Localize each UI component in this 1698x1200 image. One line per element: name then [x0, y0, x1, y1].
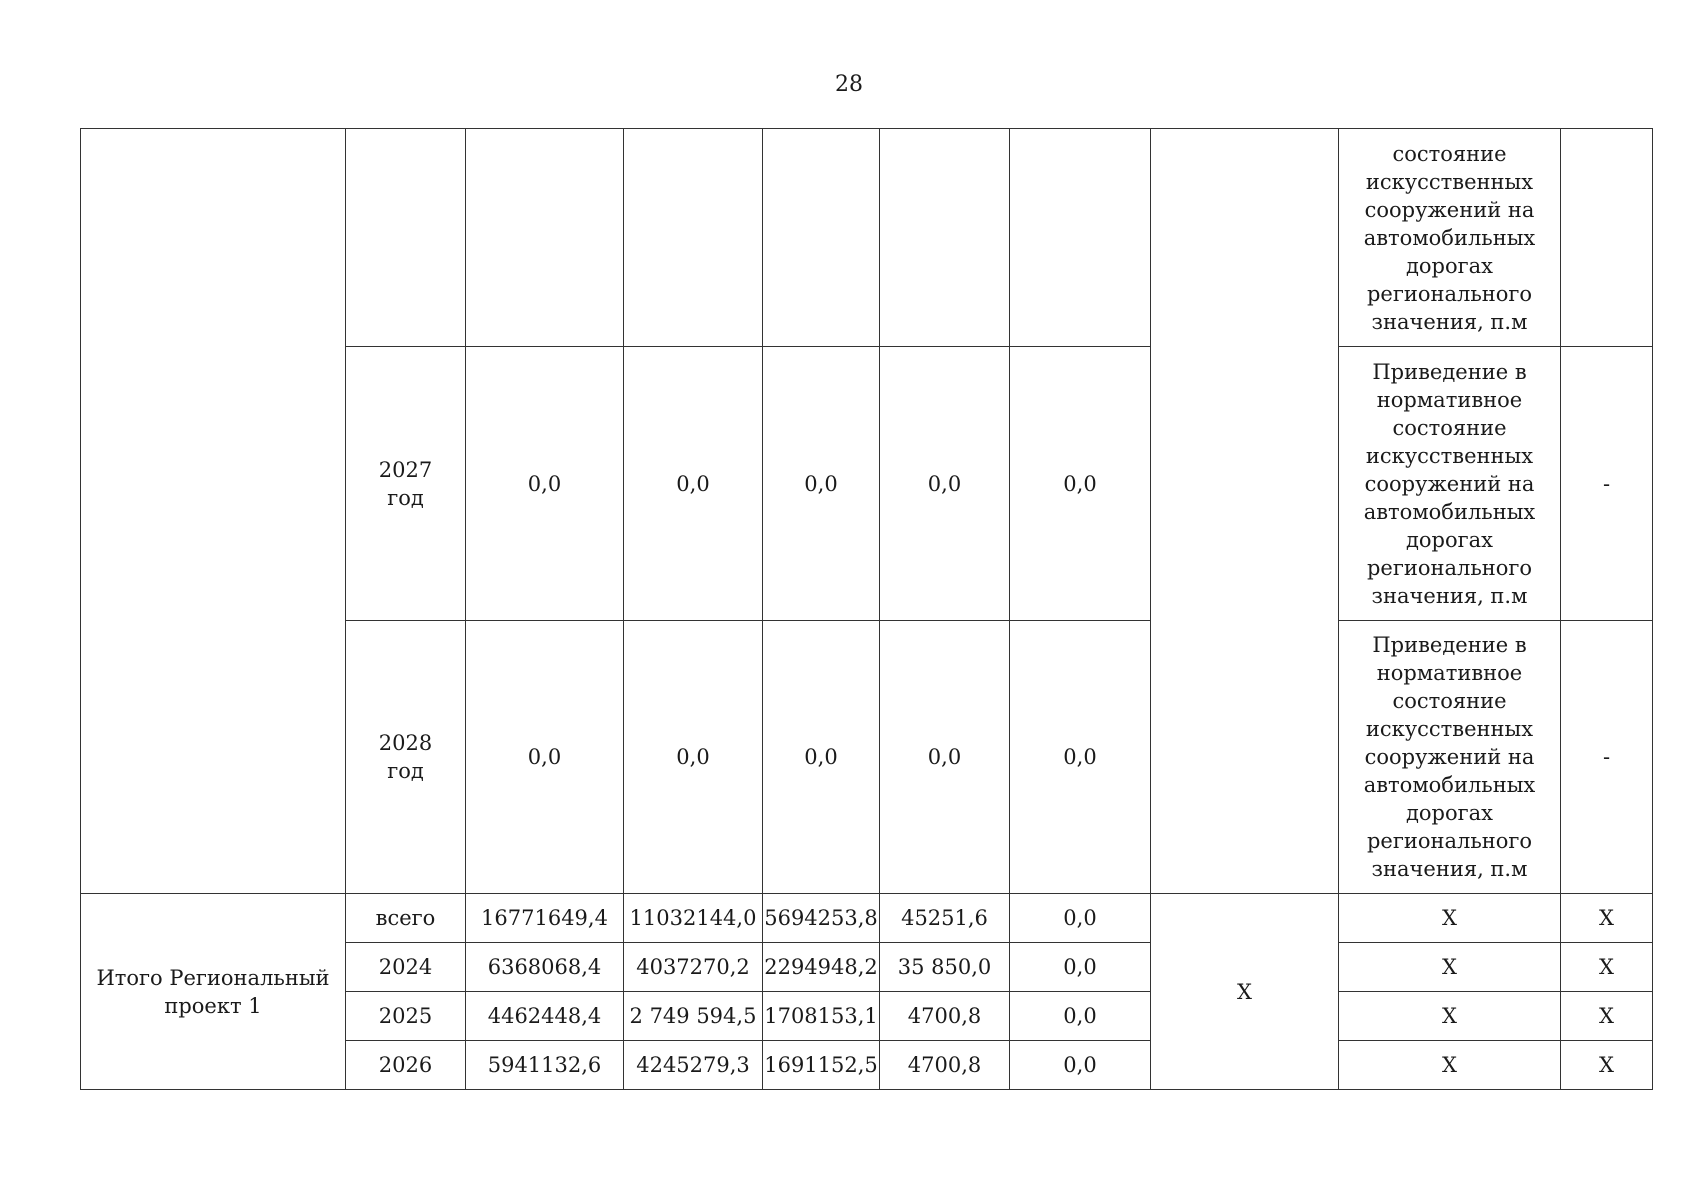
value-cell: 0,0	[1010, 894, 1151, 943]
empty-cell	[763, 129, 880, 347]
mark-cell: Х	[1339, 894, 1561, 943]
value-cell: 0,0	[466, 621, 624, 894]
period-cell: 2026	[346, 1041, 466, 1090]
year-cell	[346, 347, 466, 621]
value-cell: 45251,6	[880, 894, 1010, 943]
summary-title: Итого Региональный проект 1	[81, 894, 346, 1090]
value-cell: 1708153,1	[763, 992, 880, 1041]
value-cell: 2294948,2	[763, 943, 880, 992]
mark-cell: Х	[1561, 992, 1653, 1041]
value-cell: 0,0	[624, 347, 763, 621]
mark-cell: Х	[1561, 894, 1653, 943]
value-cell: 0,0	[880, 347, 1010, 621]
value-cell: 0,0	[624, 621, 763, 894]
year-label: 2028	[378, 731, 433, 755]
value-cell: 0,0	[763, 621, 880, 894]
empty-cell	[624, 129, 763, 347]
value-cell: 0,0	[1010, 992, 1151, 1041]
empty-name-cell	[81, 129, 346, 894]
value-cell: 11032144,0	[624, 894, 763, 943]
value-cell: 0,0	[1010, 943, 1151, 992]
empty-merged-cell	[1151, 129, 1339, 894]
value-cell: 0,0	[466, 347, 624, 621]
value-cell: 35 850,0	[880, 943, 1010, 992]
value-cell: 5941132,6	[466, 1041, 624, 1090]
indicator-value-cell: -	[1561, 347, 1653, 621]
year-cell	[346, 621, 466, 894]
empty-cell	[466, 129, 624, 347]
value-cell: 5694253,8	[763, 894, 880, 943]
value-cell: 16771649,4	[466, 894, 624, 943]
value-cell: 2 749 594,5	[624, 992, 763, 1041]
value-cell: 0,0	[1010, 347, 1151, 621]
mark-cell: Х	[1339, 943, 1561, 992]
value-cell: 1691152,5	[763, 1041, 880, 1090]
value-cell: 6368068,4	[466, 943, 624, 992]
period-cell: 2025	[346, 992, 466, 1041]
year-suffix: год	[387, 485, 424, 510]
empty-cell	[1561, 129, 1653, 347]
value-cell: 4700,8	[880, 1041, 1010, 1090]
value-cell: 4037270,2	[624, 943, 763, 992]
financing-table	[80, 128, 1653, 1090]
mark-cell: Х	[1561, 943, 1653, 992]
empty-cell	[1010, 129, 1151, 347]
table-row	[81, 129, 1653, 347]
value-cell: 0,0	[1010, 1041, 1151, 1090]
year-label: 2027	[378, 457, 433, 482]
indicator-cell: Приведение в нормативное состояние искусственных сооружений на автомобильных дорогах регионального значения, п.м	[1339, 347, 1561, 621]
value-cell: 4245279,3	[624, 1041, 763, 1090]
indicator-value-cell: -	[1561, 621, 1653, 894]
year-suffix: год	[387, 759, 424, 783]
indicator-cell: состояние искусственных сооружений на автомобильных дорогах регионального значения, п.м	[1339, 129, 1561, 347]
merged-mark-cell: Х	[1151, 894, 1339, 1090]
indicator-cell: Приведение в нормативное состояние искусственных сооружений на автомобильных дорогах регионального значения, п.м	[1339, 621, 1561, 894]
value-cell: 4462448,4	[466, 992, 624, 1041]
empty-cell	[880, 129, 1010, 347]
mark-cell: Х	[1339, 992, 1561, 1041]
value-cell: 0,0	[880, 621, 1010, 894]
value-cell: 0,0	[1010, 621, 1151, 894]
summary-row	[81, 894, 1653, 943]
period-cell: 2024	[346, 943, 466, 992]
period-cell: всего	[346, 894, 466, 943]
value-cell: 4700,8	[880, 992, 1010, 1041]
empty-cell	[346, 129, 466, 347]
value-cell: 0,0	[763, 347, 880, 621]
mark-cell: Х	[1561, 1041, 1653, 1090]
mark-cell: Х	[1339, 1041, 1561, 1090]
page-number: 28	[835, 72, 863, 97]
